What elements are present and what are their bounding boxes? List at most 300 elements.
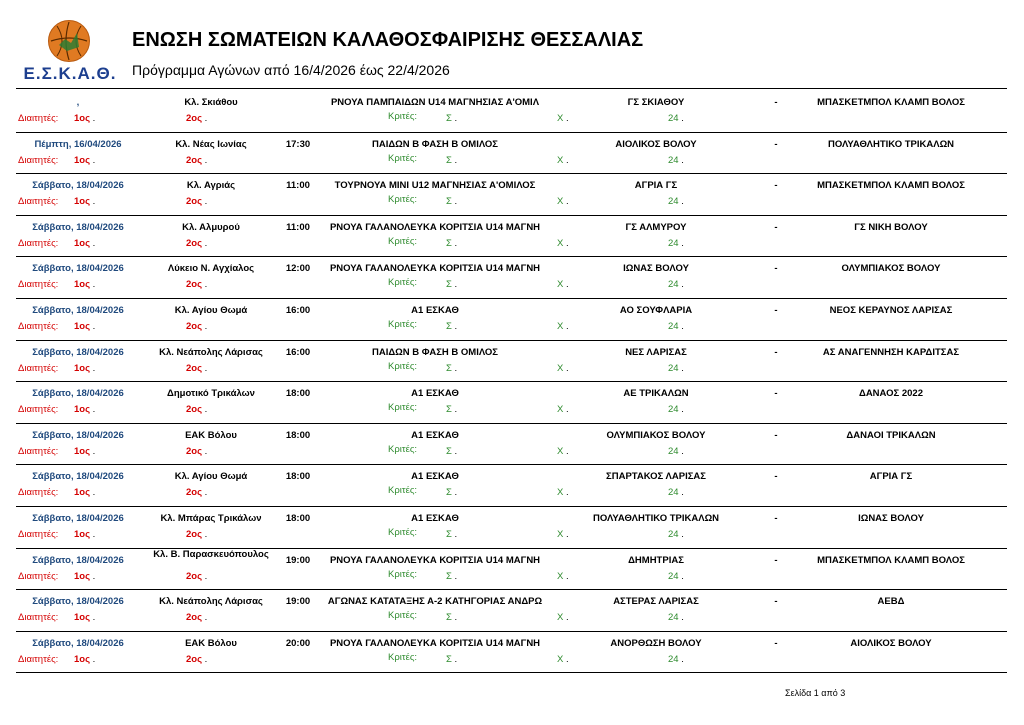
match-competition: ΑΓΩΝΑΣ ΚΑΤΑΤΑΞΗΣ Α-2 ΚΑΤΗΓΟΡΙΑΣ ΑΝΔΡΩ [327, 596, 543, 608]
referee-1 [74, 279, 95, 290]
match-venue: Κλ. Νεάπολης Λάρισας [159, 346, 263, 358]
sigma-label: Σ [446, 237, 452, 249]
sigma-label: Σ [446, 196, 452, 208]
match-date: Σάββατο, 18/04/2026 [32, 221, 124, 233]
t24-label: 24 [668, 237, 679, 249]
sigma-label: Σ [446, 154, 452, 166]
timer-chi [557, 529, 569, 540]
t24-label: 24 [668, 320, 679, 332]
match-venue: Κλ. Νέας Ιωνίας [175, 138, 247, 150]
placeholder-dot: . [92, 362, 96, 374]
match-competition: ΡΝΟΥΑ ΓΑΛΑΝΟΛΕΥΚΑ ΚΟΡΙΤΣΙΑ U14 ΜΑΓΝΗ [329, 263, 541, 275]
referee-2-label: 2ος [186, 279, 203, 291]
vs-dash: - [774, 346, 778, 358]
referees-label: Διαιτητές: [18, 196, 59, 208]
chi-label: Χ [557, 528, 564, 540]
vs-dash: - [774, 512, 778, 524]
sigma-label: Σ [446, 362, 452, 374]
referee-1 [74, 612, 95, 623]
scorer-sigma [446, 321, 457, 332]
referee-2-label: 2ος [186, 196, 203, 208]
match-competition: ΡΝΟΥΑ ΓΑΛΑΝΟΛΕΥΚΑ ΚΟΡΙΤΣΙΑ U14 ΜΑΓΝΗ [329, 554, 541, 566]
match-time: 17:30 [285, 138, 311, 150]
timer-chi [557, 279, 569, 290]
scorer-sigma [446, 238, 457, 249]
match-venue: Κλ. Αγίου Θωμά [174, 471, 248, 483]
match-row [16, 133, 1007, 175]
divider [16, 88, 1007, 89]
placeholder-dot: . [681, 404, 684, 416]
home-team: ΑΣΤΕΡΑΣ ΛΑΡΙΣΑΣ [613, 596, 699, 608]
placeholder-dot: . [92, 196, 96, 208]
t24-label: 24 [668, 279, 679, 291]
placeholder-dot: . [681, 279, 684, 291]
referees-label: Διαιτητές: [18, 154, 59, 166]
match-venue: Κλ. Αλμυρού [182, 221, 240, 233]
match-row [16, 465, 1007, 507]
vs-dash: - [774, 388, 778, 400]
placeholder-dot: . [454, 487, 458, 499]
sigma-label: Σ [446, 113, 452, 124]
match-row [16, 299, 1007, 341]
home-team: ΟΛΥΜΠΙΑΚΟΣ ΒΟΛΟΥ [606, 429, 706, 441]
away-team: ΑΓΡΙΑ ΓΣ [869, 471, 913, 483]
match-competition: Α1 ΕΣΚΑΘ [411, 429, 459, 441]
page-header [0, 0, 1024, 95]
shot-clock-24 [668, 321, 684, 332]
judges-label: Κριτές: [388, 360, 418, 372]
referees-label: Διαιτητές: [18, 113, 59, 124]
placeholder-dot: . [565, 404, 569, 416]
timer-chi [557, 446, 569, 457]
placeholder-dot: . [92, 612, 96, 624]
chi-label: Χ [557, 404, 564, 416]
placeholder-dot: . [681, 237, 684, 249]
placeholder-dot: . [454, 196, 458, 208]
shot-clock-24 [668, 571, 684, 582]
judges-label: Κριτές: [388, 194, 418, 206]
match-date: Σάββατο, 18/04/2026 [32, 304, 124, 316]
placeholder-dot: . [454, 279, 458, 291]
referees-label: Διαιτητές: [18, 612, 59, 624]
chi-label: Χ [557, 445, 564, 457]
match-competition: ΡΝΟΥΑ ΓΑΛΑΝΟΛΕΥΚΑ ΚΟΡΙΤΣΙΑ U14 ΜΑΓΝΗ [329, 221, 541, 233]
sigma-label: Σ [446, 320, 452, 332]
referee-1-label: 1ος [74, 445, 91, 457]
t24-label: 24 [668, 113, 679, 124]
placeholder-dot: . [204, 445, 208, 457]
match-time: 18:00 [285, 471, 311, 483]
chi-label: Χ [557, 237, 564, 249]
match-time: 16:00 [285, 304, 311, 316]
shot-clock-24 [668, 196, 684, 207]
referee-2 [186, 487, 207, 498]
placeholder-dot: . [454, 320, 458, 332]
match-time: 20:00 [285, 637, 311, 649]
scorer-sigma [446, 571, 457, 582]
placeholder-dot: . [92, 445, 96, 457]
logo-text: Ε.Σ.Κ.Α.Θ. [23, 64, 117, 83]
judges-label: Κριτές: [388, 443, 418, 455]
referee-2 [186, 446, 207, 457]
match-venue: ΕΑΚ Βόλου [185, 429, 237, 441]
referee-1-label: 1ος [74, 612, 91, 624]
vs-dash: - [774, 138, 778, 150]
placeholder-dot: . [565, 612, 569, 624]
match-row [16, 382, 1007, 424]
match-venue: Δημοτικό Τρικάλων [167, 388, 255, 400]
placeholder-dot: . [204, 279, 208, 291]
placeholder-dot: . [204, 362, 208, 374]
placeholder-dot: . [454, 113, 458, 124]
judges-label: Κριτές: [388, 235, 418, 247]
t24-label: 24 [668, 528, 679, 540]
referee-2 [186, 238, 207, 249]
placeholder-dot: . [92, 154, 96, 166]
away-team: ΠΟΛΥΑΘΛΗΤΙΚΟ ΤΡΙΚΑΛΩΝ [827, 138, 955, 150]
placeholder-dot: . [681, 113, 684, 124]
placeholder-dot: . [454, 362, 458, 374]
sigma-label: Σ [446, 404, 452, 416]
shot-clock-24 [668, 487, 684, 498]
referee-1-label: 1ος [74, 404, 91, 416]
vs-dash: - [774, 554, 778, 566]
match-venue: Κλ. Σκιάθου [184, 97, 238, 108]
placeholder-dot: . [681, 570, 684, 582]
timer-chi [557, 113, 569, 124]
home-team: ΝΕΣ ΛΑΡΙΣΑΣ [625, 346, 687, 358]
t24-label: 24 [668, 570, 679, 582]
judges-label: Κριτές: [388, 111, 418, 122]
referee-1 [74, 487, 95, 498]
placeholder-dot: . [204, 487, 208, 499]
sigma-label: Σ [446, 445, 452, 457]
shot-clock-24 [668, 238, 684, 249]
scorer-sigma [446, 279, 457, 290]
referee-1-label: 1ος [74, 653, 91, 665]
placeholder-dot: . [565, 113, 569, 124]
placeholder-dot: . [565, 653, 569, 665]
referee-1-label: 1ος [74, 570, 91, 582]
placeholder-dot: . [454, 404, 458, 416]
match-time: 19:00 [285, 596, 311, 608]
home-team: ΓΣ ΑΛΜΥΡΟΥ [625, 221, 687, 233]
placeholder-dot: . [92, 113, 96, 124]
shot-clock-24 [668, 155, 684, 166]
placeholder-dot: . [204, 196, 208, 208]
match-time: 18:00 [285, 429, 311, 441]
match-row [16, 174, 1007, 216]
t24-label: 24 [668, 612, 679, 624]
judges-label: Κριτές: [388, 568, 418, 580]
away-team: ΓΣ ΝΙΚΗ ΒΟΛΟΥ [854, 221, 928, 233]
timer-chi [557, 571, 569, 582]
match-competition: Α1 ΕΣΚΑΘ [411, 512, 459, 524]
referee-1 [74, 363, 95, 374]
placeholder-dot: . [204, 404, 208, 416]
chi-label: Χ [557, 154, 564, 166]
referee-1 [74, 446, 95, 457]
placeholder-dot: . [204, 570, 208, 582]
away-team: ΜΠΑΣΚΕΤΜΠΟΛ ΚΛΑΜΠ ΒΟΛΟΣ [817, 554, 965, 566]
chi-label: Χ [557, 653, 564, 665]
match-time: 11:00 [286, 221, 310, 233]
match-competition: Α1 ΕΣΚΑΘ [411, 388, 459, 400]
referee-1-label: 1ος [74, 196, 91, 208]
judges-label: Κριτές: [388, 318, 418, 330]
match-venue: Λύκειο Ν. Αγχίαλος [167, 263, 255, 275]
judges-label: Κριτές: [388, 277, 418, 289]
match-row [16, 632, 1007, 674]
placeholder-dot: . [92, 237, 96, 249]
chi-label: Χ [557, 487, 564, 499]
chi-label: Χ [557, 196, 564, 208]
away-team: ΙΩΝΑΣ ΒΟΛΟΥ [858, 512, 924, 524]
match-row [16, 507, 1007, 549]
timer-chi [557, 487, 569, 498]
placeholder-dot: . [92, 653, 96, 665]
match-venue: Κλ. Β. Παρασκευόπουλος [153, 548, 269, 560]
referees-label: Διαιτητές: [18, 362, 59, 374]
placeholder-dot: . [681, 653, 684, 665]
shot-clock-24 [668, 279, 684, 290]
chi-label: Χ [557, 612, 564, 624]
match-competition: ΡΝΟΥΑ ΠΑΜΠΑΙΔΩΝ U14 ΜΑΓΝΗΣΙΑΣ Α'ΟΜΙΛ [330, 97, 540, 108]
placeholder-dot: . [565, 445, 569, 457]
shot-clock-24 [668, 529, 684, 540]
t24-label: 24 [668, 196, 679, 208]
referees-label: Διαιτητές: [18, 320, 59, 332]
placeholder-dot: . [92, 320, 96, 332]
match-row [16, 257, 1007, 299]
timer-chi [557, 363, 569, 374]
judges-label: Κριτές: [388, 402, 418, 414]
home-team: ΑΙΟΛΙΚΟΣ ΒΟΛΟΥ [615, 138, 697, 150]
sigma-label: Σ [446, 653, 452, 665]
shot-clock-24 [668, 446, 684, 457]
away-team: ΝΕΟΣ ΚΕΡΑΥΝΟΣ ΛΑΡΙΣΑΣ [829, 304, 953, 316]
away-team: ΑΙΟΛΙΚΟΣ ΒΟΛΟΥ [850, 637, 932, 649]
match-time: 18:00 [285, 512, 311, 524]
placeholder-dot: . [681, 320, 684, 332]
referee-2-label: 2ος [186, 320, 203, 332]
match-time: 19:00 [285, 554, 311, 566]
placeholder-dot: . [681, 528, 684, 540]
placeholder-dot: . [92, 404, 96, 416]
match-competition: ΠΑΙΔΩΝ Β ΦΑΣΗ Β ΟΜΙΛΟΣ [371, 346, 499, 358]
match-venue: Κλ. Αγριάς [186, 180, 236, 192]
scorer-sigma [446, 113, 457, 124]
placeholder-dot: . [454, 570, 458, 582]
referee-1 [74, 404, 95, 415]
placeholder-dot: . [204, 154, 208, 166]
referee-1-label: 1ος [74, 154, 91, 166]
match-list [16, 91, 1007, 673]
shot-clock-24 [668, 113, 684, 124]
eskath-logo [20, 14, 120, 90]
scorer-sigma [446, 654, 457, 665]
match-row [16, 424, 1007, 466]
vs-dash: - [774, 596, 778, 608]
vs-dash: - [774, 429, 778, 441]
placeholder-dot: . [92, 528, 96, 540]
referee-2 [186, 654, 207, 665]
referee-1-label: 1ος [74, 279, 91, 291]
referee-1-label: 1ος [74, 113, 91, 124]
match-venue: Κλ. Νεάπολης Λάρισας [159, 596, 263, 608]
referee-2 [186, 196, 207, 207]
placeholder-dot: . [681, 154, 684, 166]
away-team: ΔΑΝΑΟΙ ΤΡΙΚΑΛΩΝ [846, 429, 936, 441]
referee-1-label: 1ος [74, 320, 91, 332]
referee-2 [186, 113, 207, 124]
referees-label: Διαιτητές: [18, 528, 59, 540]
match-date: Σάββατο, 18/04/2026 [32, 554, 124, 566]
match-date: Πέμπτη, 16/04/2026 [34, 138, 122, 150]
match-date: Σάββατο, 18/04/2026 [32, 263, 124, 275]
scorer-sigma [446, 446, 457, 457]
t24-label: 24 [668, 445, 679, 457]
timer-chi [557, 155, 569, 166]
referee-2-label: 2ος [186, 570, 203, 582]
match-date: Σάββατο, 18/04/2026 [32, 512, 124, 524]
placeholder-dot: . [454, 612, 458, 624]
away-team: ΑΕΒΔ [877, 596, 905, 608]
match-venue: Κλ. Αγίου Θωμά [174, 304, 248, 316]
referee-2-label: 2ος [186, 113, 203, 124]
placeholder-dot: . [681, 612, 684, 624]
vs-dash: - [774, 263, 778, 275]
placeholder-dot: . [454, 154, 458, 166]
match-time: 11:00 [286, 180, 310, 192]
judges-label: Κριτές: [388, 152, 418, 164]
match-competition: Α1 ΕΣΚΑΘ [411, 304, 459, 316]
referee-1-label: 1ος [74, 237, 91, 249]
away-team: ΜΠΑΣΚΕΤΜΠΟΛ ΚΛΑΜΠ ΒΟΛΟΣ [817, 97, 965, 108]
shot-clock-24 [668, 654, 684, 665]
sigma-label: Σ [446, 487, 452, 499]
timer-chi [557, 238, 569, 249]
placeholder-dot: . [681, 445, 684, 457]
judges-label: Κριτές: [388, 485, 418, 497]
t24-label: 24 [668, 154, 679, 166]
placeholder-dot: . [92, 570, 96, 582]
referee-2-label: 2ος [186, 404, 203, 416]
referees-label: Διαιτητές: [18, 570, 59, 582]
placeholder-dot: . [204, 320, 208, 332]
referee-2-label: 2ος [186, 487, 203, 499]
shot-clock-24 [668, 363, 684, 374]
placeholder-dot: . [565, 154, 569, 166]
sigma-label: Σ [446, 612, 452, 624]
scorer-sigma [446, 196, 457, 207]
shot-clock-24 [668, 404, 684, 415]
match-date: Σάββατο, 18/04/2026 [32, 471, 124, 483]
home-team: ΣΠΑΡΤΑΚΟΣ ΛΑΡΙΣΑΣ [606, 471, 706, 483]
placeholder-dot: . [565, 362, 569, 374]
sigma-label: Σ [446, 279, 452, 291]
sigma-label: Σ [446, 570, 452, 582]
shot-clock-24 [668, 612, 684, 623]
vs-dash: - [774, 304, 778, 316]
match-time: 12:00 [285, 263, 311, 275]
page-subtitle: Πρόγραμμα Αγώνων από 16/4/2026 έως 22/4/2026 [132, 62, 450, 78]
chi-label: Χ [557, 279, 564, 291]
placeholder-dot: . [681, 362, 684, 374]
referee-1 [74, 196, 95, 207]
timer-chi [557, 321, 569, 332]
referees-label: Διαιτητές: [18, 445, 59, 457]
away-team: ΑΣ ΑΝΑΓΕΝΝΗΣΗ ΚΑΡΔΙΤΣΑΣ [822, 346, 960, 358]
home-team: ΑΕ ΤΡΙΚΑΛΩΝ [623, 388, 689, 400]
placeholder-dot: . [204, 237, 208, 249]
placeholder-dot: . [565, 487, 569, 499]
referee-2-label: 2ος [186, 445, 203, 457]
placeholder-dot: . [204, 528, 208, 540]
match-date: Σάββατο, 18/04/2026 [32, 429, 124, 441]
placeholder-dot: . [92, 487, 96, 499]
chi-label: Χ [557, 113, 564, 124]
chi-label: Χ [557, 570, 564, 582]
match-row [16, 549, 1007, 591]
vs-dash: - [774, 471, 778, 483]
placeholder-dot: . [454, 445, 458, 457]
placeholder-dot: . [204, 653, 208, 665]
chi-label: Χ [557, 362, 564, 374]
placeholder-dot: . [204, 113, 208, 124]
timer-chi [557, 612, 569, 623]
referee-2 [186, 571, 207, 582]
home-team: ΑΟ ΣΟΥΦΛΑΡΙΑ [619, 304, 693, 316]
referee-2 [186, 612, 207, 623]
referee-2 [186, 529, 207, 540]
scorer-sigma [446, 612, 457, 623]
match-date: Σάββατο, 18/04/2026 [32, 180, 124, 192]
referee-1 [74, 654, 95, 665]
placeholder-dot: . [565, 196, 569, 208]
referee-2-label: 2ος [186, 237, 203, 249]
scorer-sigma [446, 404, 457, 415]
referee-2-label: 2ος [186, 653, 203, 665]
chi-label: Χ [557, 320, 564, 332]
placeholder-dot: . [681, 487, 684, 499]
scorer-sigma [446, 155, 457, 166]
placeholder-dot: . [204, 612, 208, 624]
placeholder-dot: . [454, 237, 458, 249]
placeholder-dot: . [454, 528, 458, 540]
away-team: ΔΑΝΑΟΣ 2022 [858, 388, 924, 400]
match-venue: ΕΑΚ Βόλου [185, 637, 237, 649]
match-competition: Α1 ΕΣΚΑΘ [411, 471, 459, 483]
placeholder-dot: . [565, 237, 569, 249]
referee-1-label: 1ος [74, 487, 91, 499]
placeholder-dot: . [565, 528, 569, 540]
vs-dash: - [774, 221, 778, 233]
vs-dash: - [774, 180, 778, 192]
page-title: ΕΝΩΣΗ ΣΩΜΑΤΕΙΩΝ ΚΑΛΑΘΟΣΦΑΙΡΙΣΗΣ ΘΕΣΣΑΛΙΑΣ [132, 29, 644, 51]
vs-dash: - [774, 637, 778, 649]
match-row [16, 216, 1007, 258]
placeholder-dot: . [454, 653, 458, 665]
match-venue: Κλ. Μπάρας Τρικάλων [160, 512, 262, 524]
vs-dash: - [774, 97, 778, 108]
referee-1 [74, 155, 95, 166]
away-team: ΜΠΑΣΚΕΤΜΠΟΛ ΚΛΑΜΠ ΒΟΛΟΣ [817, 180, 965, 192]
placeholder-dot: . [565, 570, 569, 582]
referee-2-label: 2ος [186, 362, 203, 374]
match-date: Σάββατο, 18/04/2026 [32, 637, 124, 649]
scorer-sigma [446, 363, 457, 374]
